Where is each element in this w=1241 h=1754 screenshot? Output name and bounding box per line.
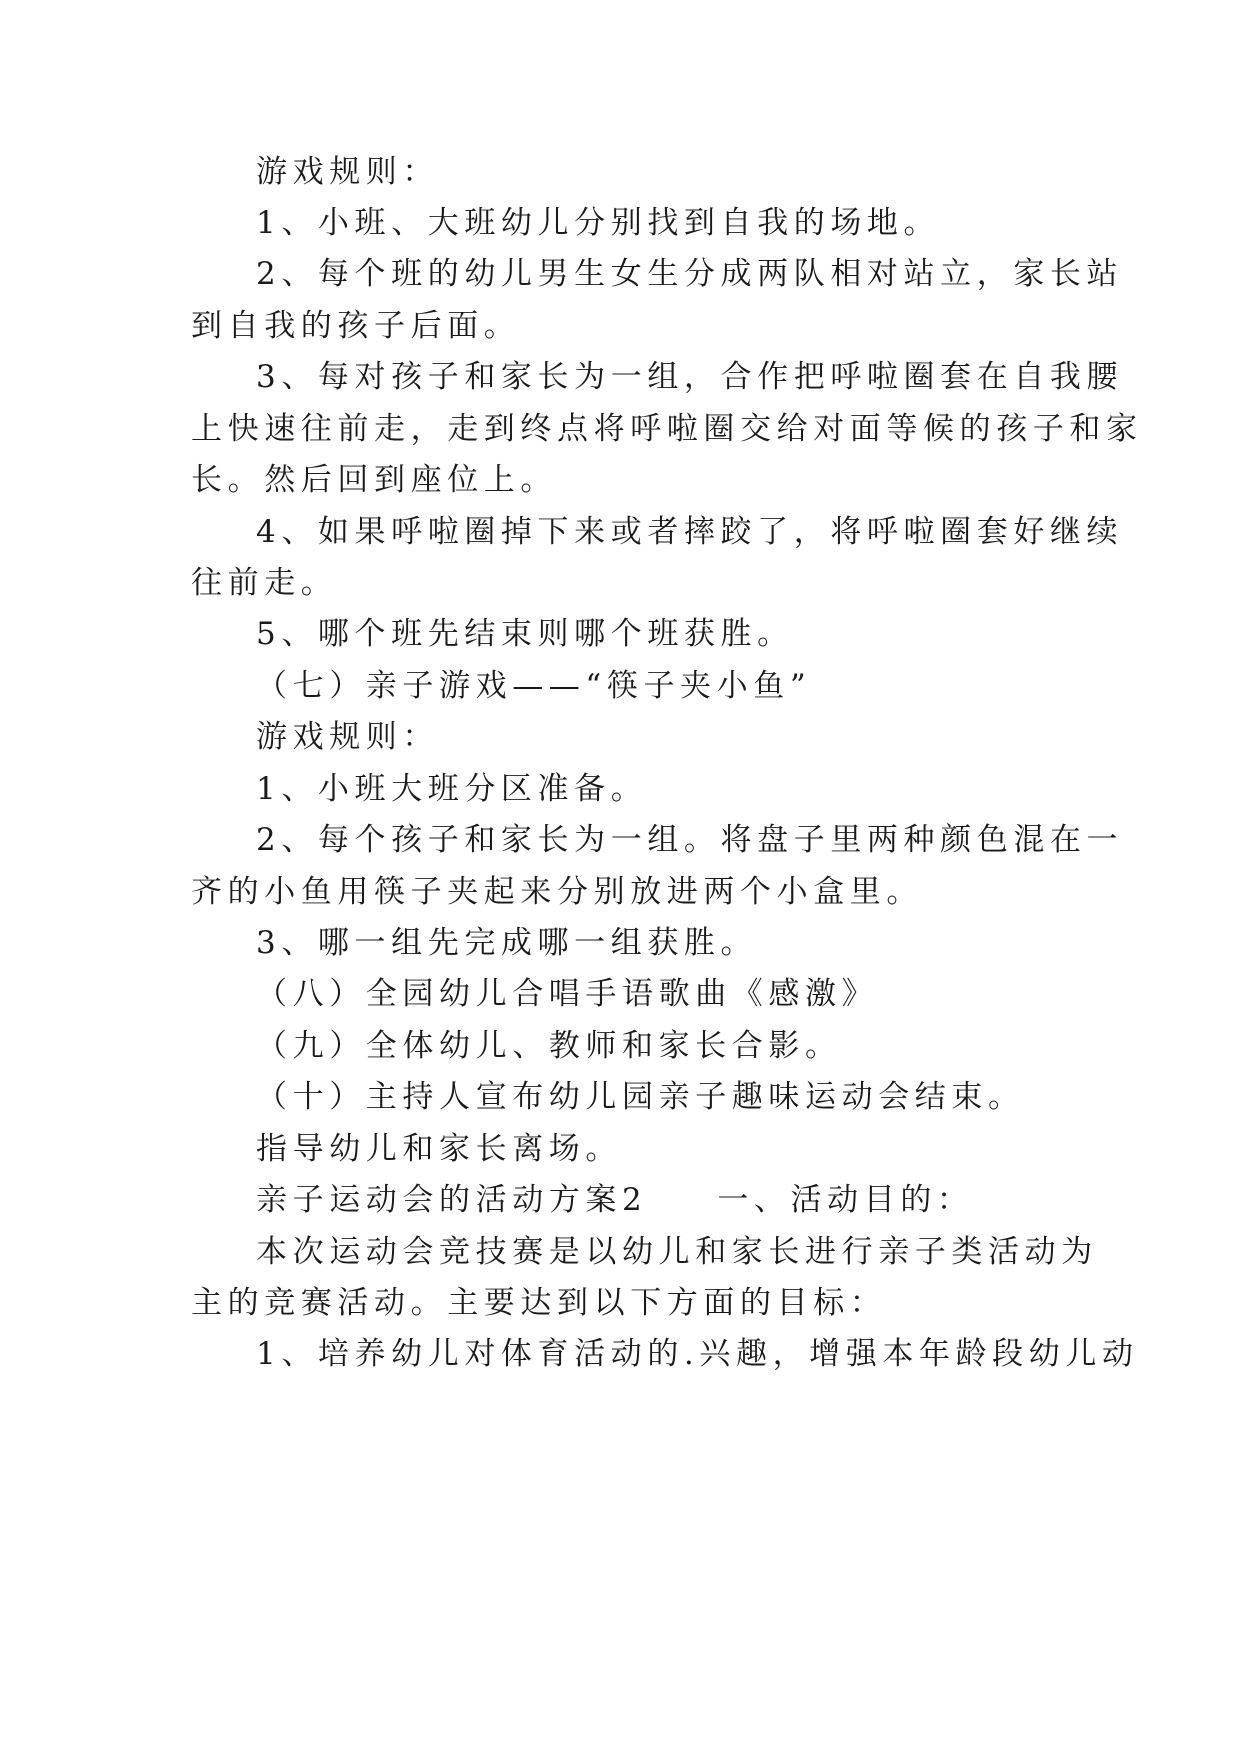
text-line: 游戏规则： [256, 719, 439, 755]
section-heading: （十）主持人宣布幼儿园亲子趣味运动会结束。 [256, 1079, 1025, 1115]
section-heading: （七）亲子游戏——“筷子夹小鱼” [256, 668, 812, 704]
text-line: 到自我的孩子后面。 [191, 308, 521, 344]
doc-title: 亲子运动会的活动方案2 [256, 1182, 648, 1218]
text-line: 游戏规则： [256, 154, 439, 190]
text-line: 2、每个孩子和家长为一组。将盘子里两种颜色混在一 [256, 822, 1124, 858]
text-line: 4、如果呼啦圈掉下来或者摔跤了，将呼啦圈套好继续 [256, 514, 1124, 550]
text-line: 本次运动会竞技赛是以幼儿和家长进行亲子类活动为 [256, 1234, 1098, 1270]
section-heading: （九）全体幼儿、教师和家长合影。 [256, 1028, 842, 1064]
text-line: 1、培养幼儿对体育活动的.兴趣，增强本年龄段幼儿动 [256, 1336, 1139, 1372]
text-line: 指导幼儿和家长离场。 [256, 1131, 622, 1167]
text-line: 齐的小鱼用筷子夹起来分别放进两个小盒里。 [191, 874, 923, 910]
text-line: 2、每个班的幼儿男生女生分成两队相对站立，家长站 [256, 256, 1124, 292]
section-heading: 一、活动目的： [717, 1182, 974, 1218]
text-line: 主的竞赛活动。主要达到以下方面的目标： [191, 1285, 887, 1321]
text-line: 1、小班、大班幼儿分别找到自我的场地。 [256, 205, 941, 241]
doc-heading-line [256, 1180, 974, 1220]
text-line: 1、小班大班分区准备。 [256, 771, 648, 807]
text-line: 5、哪个班先结束则哪个班获胜。 [256, 616, 794, 652]
text-line: 往前走。 [191, 565, 338, 601]
text-line: 长。然后回到座位上。 [191, 462, 557, 498]
section-heading: （八）全园幼儿合唱手语歌曲《感激》 [256, 976, 879, 1012]
text-line: 3、每对孩子和家长为一组，合作把呼啦圈套在自我腰 [256, 359, 1124, 395]
text-line: 上快速往前走，走到终点将呼啦圈交给对面等候的孩子和家 [191, 411, 1143, 447]
text-line: 3、哪一组先完成哪一组获胜。 [256, 925, 758, 961]
